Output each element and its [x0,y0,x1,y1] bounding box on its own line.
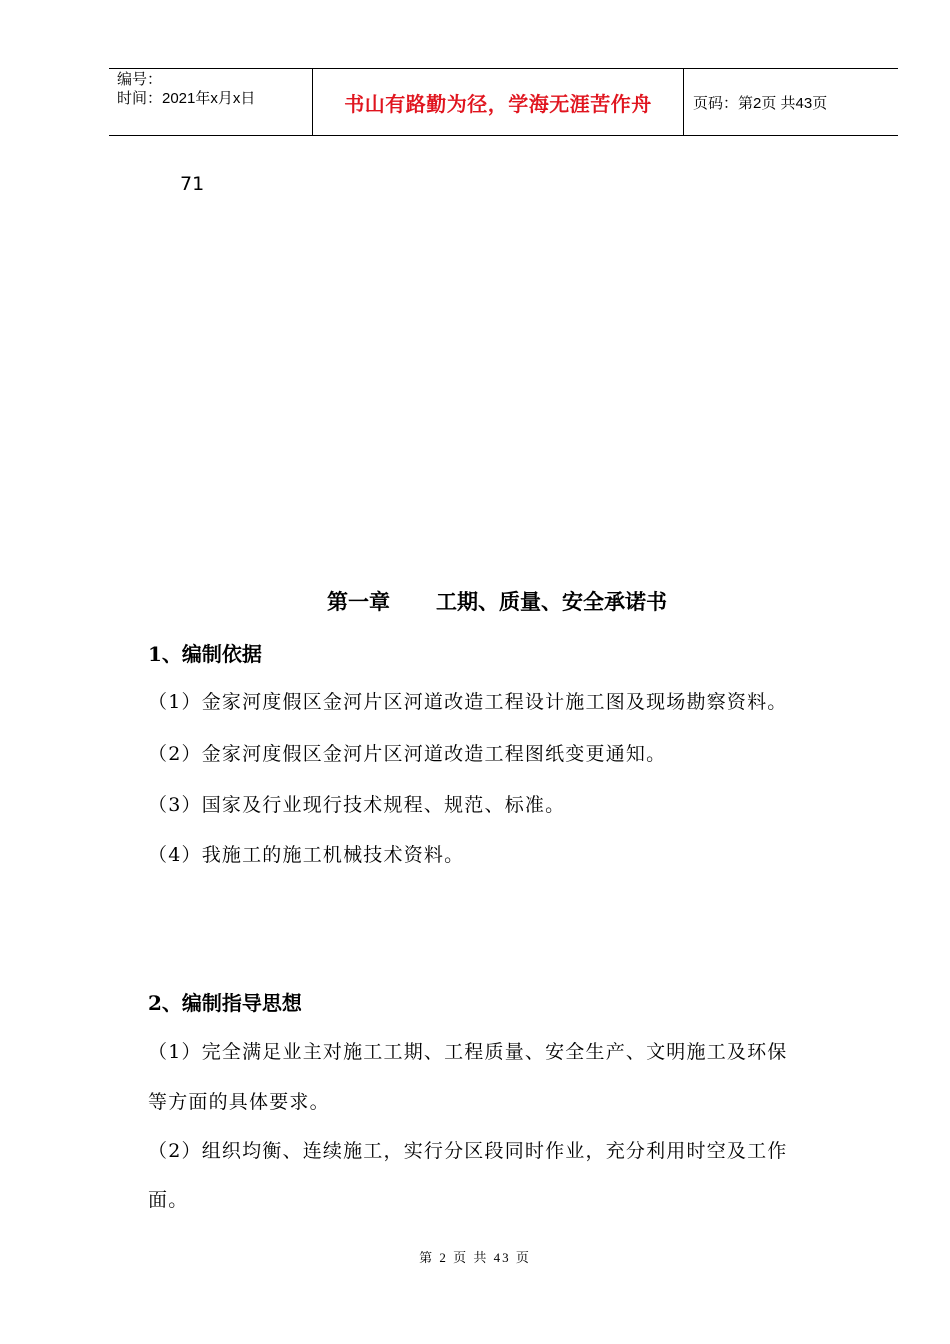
guideline-line: 等方面的具体要求。 [148,1091,330,1113]
document-header [109,68,898,136]
section-heading-guideline: 2、编制指导思想 [148,991,302,1015]
guideline-line: （2）组织均衡、连续施工，实行分区段同时作业，充分利用时空及工作 [148,1140,788,1162]
stray-number: 71 [180,173,205,195]
header-page-cell [684,69,898,135]
chapter-name: 工期、质量、安全承诺书 [436,589,667,614]
section-heading-basis: 1、编制依据 [148,642,262,666]
guideline-line: 面。 [148,1189,189,1211]
header-page-info: 页码：第2页 共43页 [693,94,828,112]
chapter-number: 第一章 [327,589,390,614]
document-date: 时间：2021年x月x日 [117,90,256,107]
basis-item: （4）我施工的施工机械技术资料。 [148,844,465,866]
basis-item: （1）金家河度假区金河片区河道改造工程设计施工图及现场勘察资料。 [148,691,788,713]
header-meta-cell [109,69,312,135]
basis-item: （3）国家及行业现行技术规程、规范、标准。 [148,794,566,816]
header-motto-cell [312,69,684,135]
document-number-label: 编号： [117,71,163,88]
chapter-title [327,586,667,616]
motto-text: 书山有路勤为径，学海无涯苦作舟 [344,91,652,116]
guideline-line: （1）完全满足业主对施工工期、工程质量、安全生产、文明施工及环保 [148,1041,788,1063]
basis-item: （2）金家河度假区金河片区河道改造工程图纸变更通知。 [148,743,667,765]
page-footer: 第 2 页 共 43 页 [419,1250,531,1265]
